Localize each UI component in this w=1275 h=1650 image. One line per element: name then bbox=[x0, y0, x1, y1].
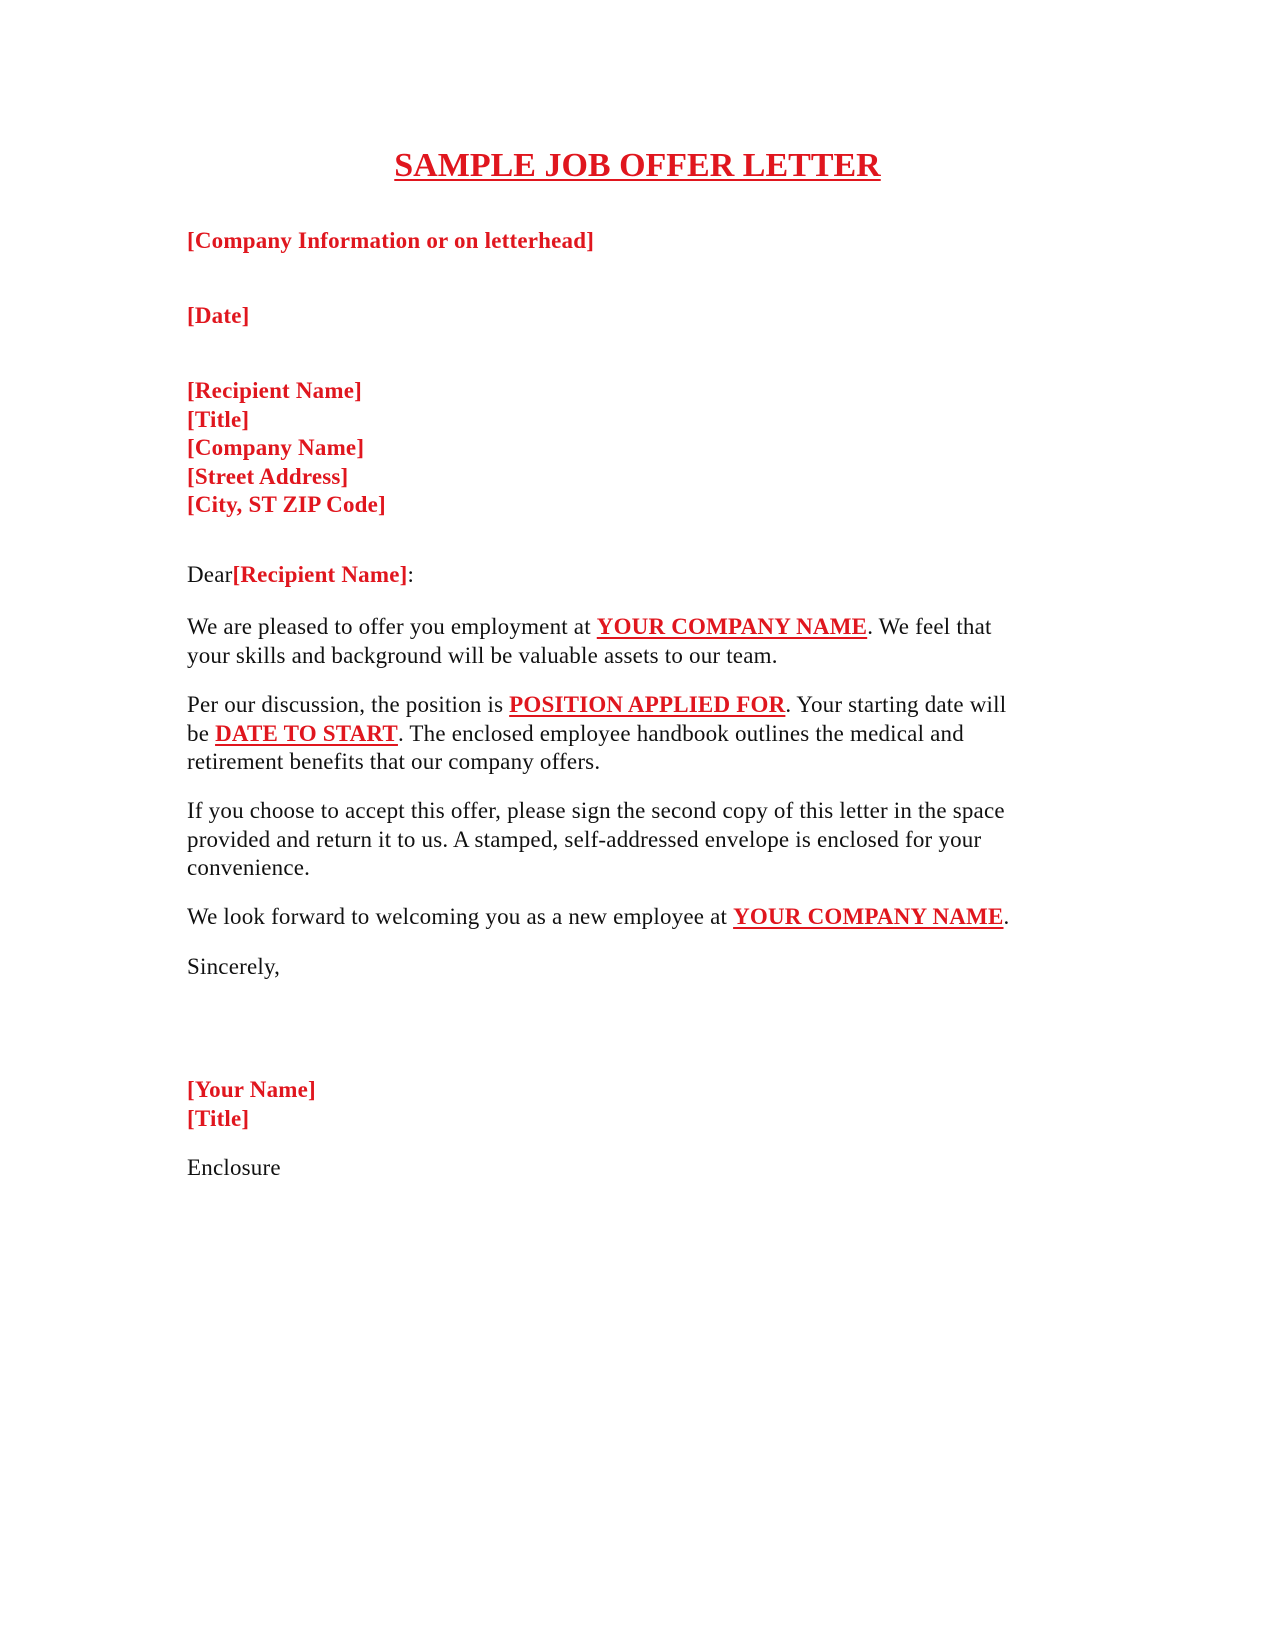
paragraph-welcome-text: . bbox=[1003, 904, 1010, 929]
company-name-placeholder: YOUR COMPANY NAME bbox=[733, 904, 1004, 929]
recipient-city-zip-placeholder: [City, ST ZIP Code] bbox=[187, 492, 386, 517]
recipient-address-block bbox=[187, 377, 1087, 520]
paragraph-welcome bbox=[187, 903, 1087, 932]
signer-name-placeholder: [Your Name] bbox=[187, 1077, 316, 1102]
paragraph-welcome-text: We look forward to welcoming you as a new employee at bbox=[187, 904, 734, 929]
recipient-street-placeholder: [Street Address] bbox=[187, 463, 349, 489]
paragraph-offer bbox=[187, 613, 1087, 670]
salutation-recipient-placeholder: [Recipient Name] bbox=[232, 562, 408, 587]
paragraph-offer-text: . We feel that bbox=[867, 614, 992, 639]
paragraph-acceptance-text: provided and return it to us. A stamped, self-addressed envelope is enclosed for your bbox=[187, 826, 982, 852]
date-placeholder: [Date] bbox=[187, 303, 250, 328]
enclosure-text: Enclosure bbox=[187, 1155, 281, 1180]
salutation-suffix: : bbox=[407, 562, 415, 587]
paragraph-acceptance bbox=[187, 797, 1087, 883]
paragraph-position-text: . Your starting date will bbox=[785, 692, 1007, 717]
paragraph-acceptance-text: convenience. bbox=[187, 855, 311, 880]
salutation-prefix: Dear bbox=[187, 562, 233, 587]
paragraph-offer-text: your skills and background will be valuable assets to our team. bbox=[187, 642, 778, 668]
signature-block bbox=[187, 1076, 1087, 1133]
enclosure-note bbox=[187, 1154, 1087, 1183]
paragraph-position-text: be bbox=[187, 720, 216, 746]
signer-title-placeholder: [Title] bbox=[187, 1105, 250, 1131]
salutation bbox=[187, 561, 1087, 590]
recipient-company-placeholder: [Company Name] bbox=[187, 435, 365, 460]
position-placeholder: POSITION APPLIED FOR bbox=[509, 692, 786, 717]
recipient-title-placeholder: [Title] bbox=[187, 406, 250, 432]
letter-title: SAMPLE JOB OFFER LETTER bbox=[394, 147, 881, 184]
start-date-placeholder: DATE TO START bbox=[215, 720, 398, 746]
date-block bbox=[187, 302, 1087, 331]
closing-text: Sincerely, bbox=[187, 954, 281, 979]
paragraph-position-text: . The enclosed employee handbook outlines the medical and bbox=[397, 720, 964, 746]
paragraph-acceptance-text: If you choose to accept this offer, please sign the second copy of this letter in the space bbox=[187, 798, 1005, 823]
company-information-placeholder: [Company Information or on letterhead] bbox=[187, 228, 595, 253]
paragraph-position-text: Per our discussion, the position is bbox=[187, 692, 510, 717]
company-name-placeholder: YOUR COMPANY NAME bbox=[596, 614, 868, 639]
company-information-block bbox=[187, 227, 1087, 256]
paragraph-position-text: retirement benefits that our company offers. bbox=[187, 749, 601, 774]
recipient-name-placeholder: [Recipient Name] bbox=[187, 378, 363, 403]
closing bbox=[187, 953, 1087, 982]
paragraph-position bbox=[187, 691, 1087, 777]
paragraph-offer-text: We are pleased to offer you employment at bbox=[187, 614, 597, 639]
